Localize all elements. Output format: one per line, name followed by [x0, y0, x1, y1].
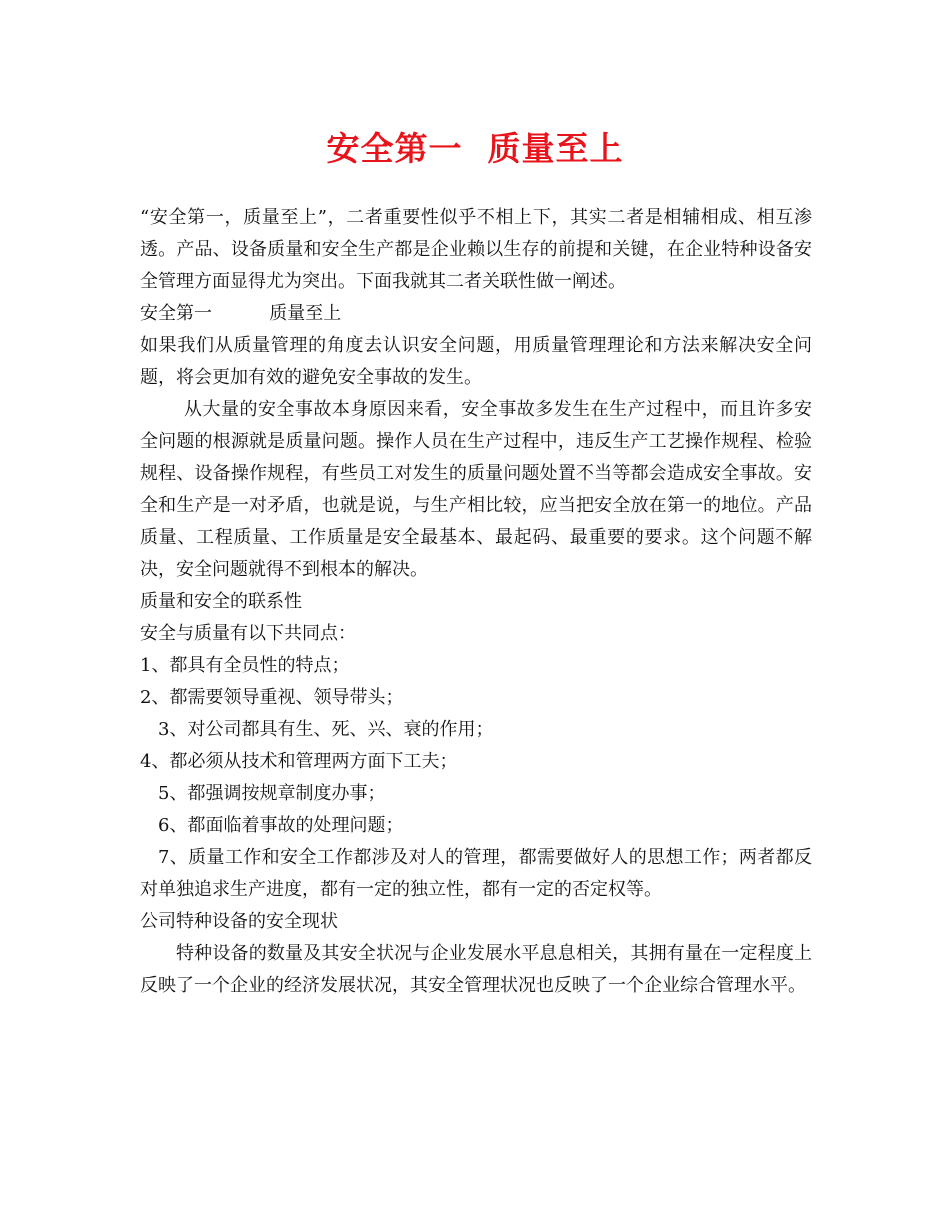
list-intro: 安全与质量有以下共同点：	[140, 623, 356, 644]
section-heading: 公司特种设备的安全现状	[140, 911, 338, 932]
list-item: 1、都具有全员性的特点；	[140, 655, 350, 676]
document-body	[140, 202, 812, 1002]
paragraph-quality-view: 如果我们从质量管理的角度去认识安全问题，用质量管理理论和方法来解决安全问题，将会更加有效的避免安全事故的发生。	[140, 335, 812, 388]
list-item: 6、都面临着事故的处理问题；	[158, 815, 404, 836]
paragraph-equipment-status: 特种设备的数量及其安全状况与企业发展水平息息相关，其拥有量在一定程度上反映了一个企业的经济发展状况，其安全管理状况也反映了一个企业综合管理水平。	[140, 943, 812, 996]
document-title: 安全第一 质量至上	[326, 129, 624, 168]
section-heading: 安全第一 质量至上	[140, 303, 342, 324]
paragraph-accident-causes: 从大量的安全事故本身原因来看，安全事故多发生在生产过程中，而且许多安全问题的根源就是质量问题。操作人员在生产过程中，违反生产工艺操作规程、检验规程、设备操作规程，有些员工对发生的质量问题处置不当等都会造成安全事故。安全和生产是一对矛盾，也就是说，与生产相比较，应当把安全放在第一的地位。产品质量、工程质量、工作质量是安全最基本、最起码、最重要的要求。这个问题不解决，安全问题就得不到根本的解决。	[140, 399, 812, 580]
section-heading: 质量和安全的联系性	[140, 591, 302, 612]
intro-paragraph: “安全第一，质量至上”，二者重要性似乎不相上下，其实二者是相辅相成、相互渗透。产品、设备质量和安全生产都是企业赖以生存的前提和关键，在企业特种设备安全管理方面显得尤为突出。下面我就其二者关联性做一阐述。	[140, 207, 812, 292]
list-item: 5、都强调按规章制度办事；	[158, 783, 386, 804]
list-item: 2、都需要领导重视、领导带头；	[140, 687, 404, 708]
list-item: 7、质量工作和安全工作都涉及对人的管理，都需要做好人的思想工作；两者都反对单独追求生产进度，都有一定的独立性，都有一定的否定权等。	[140, 847, 812, 900]
list-item: 3、对公司都具有生、死、兴、衰的作用；	[158, 719, 494, 740]
list-item: 4、都必须从技术和管理两方面下工夫；	[140, 751, 458, 772]
